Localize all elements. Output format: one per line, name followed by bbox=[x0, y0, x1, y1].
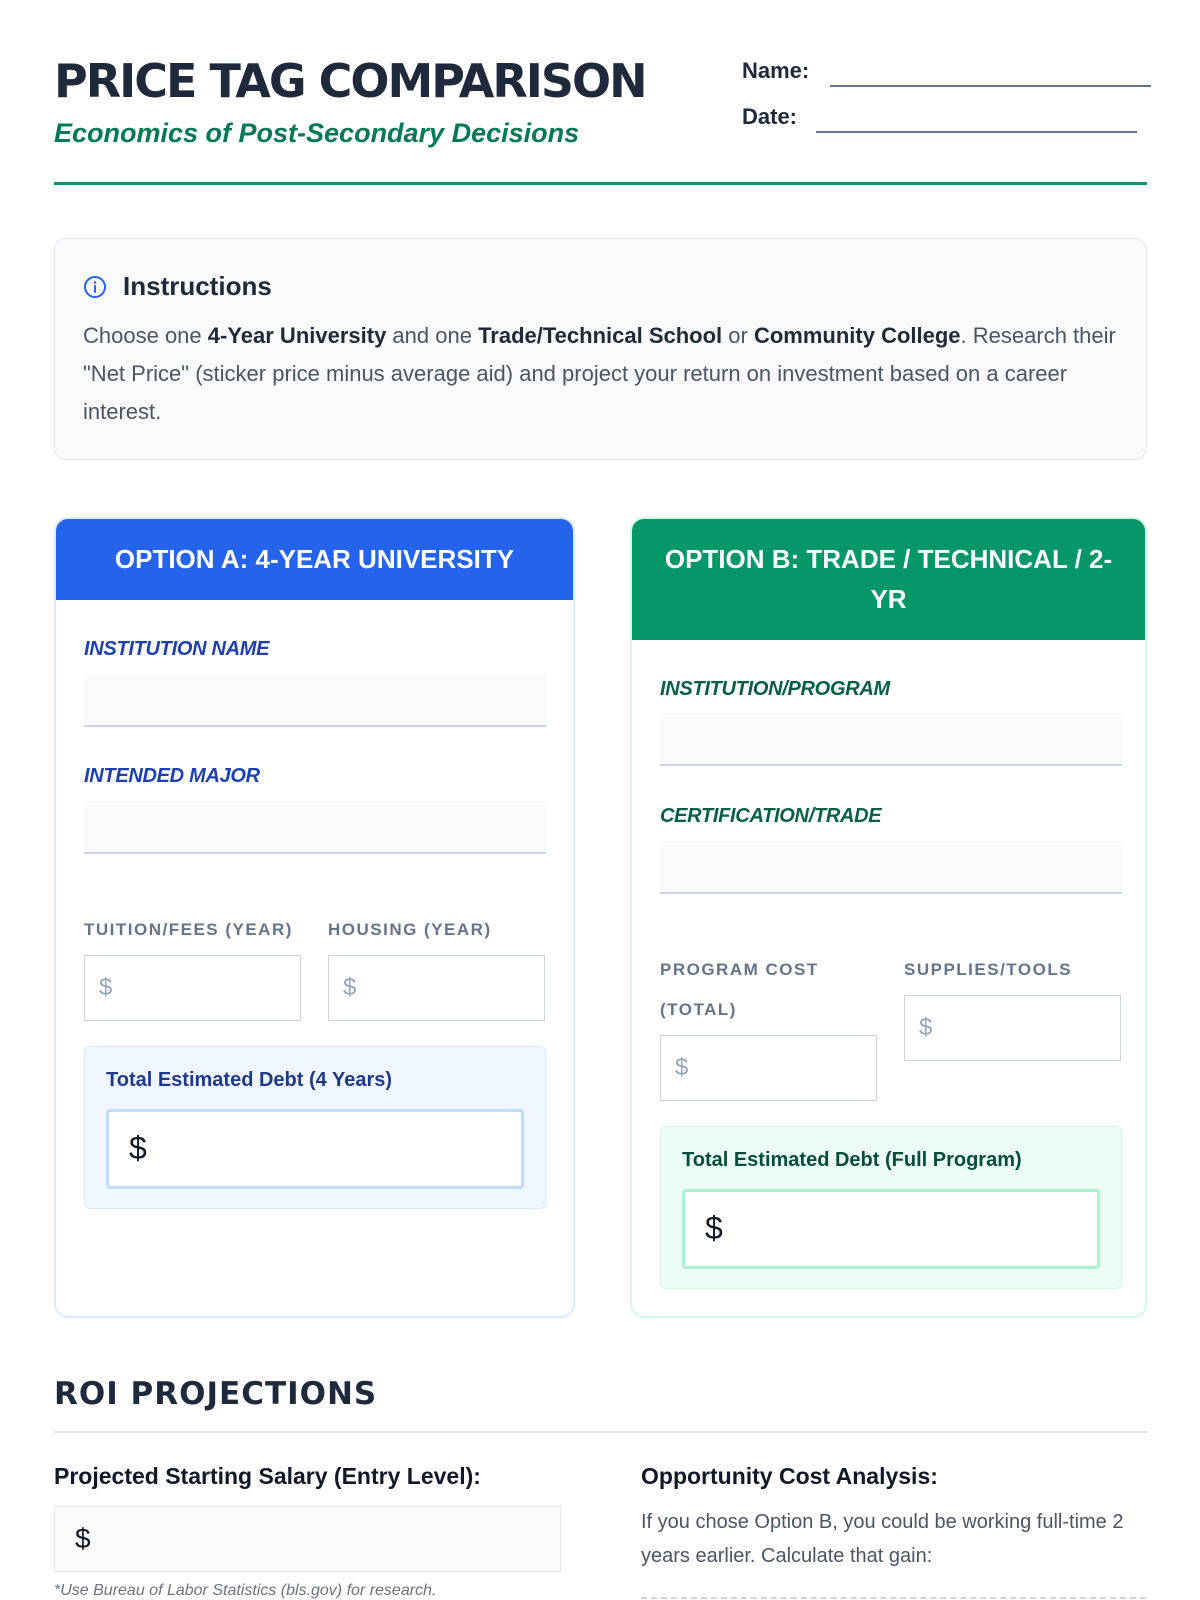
institution-program-label: INSTITUTION/PROGRAM bbox=[660, 678, 890, 700]
option-a-card bbox=[54, 517, 575, 1318]
institution-name-input[interactable] bbox=[84, 674, 546, 727]
instructions-panel bbox=[54, 238, 1147, 460]
housing-input[interactable]: $ bbox=[328, 955, 545, 1021]
info-circle-icon bbox=[83, 275, 107, 299]
page-subtitle: Economics of Post-Secondary Decisions bbox=[54, 118, 580, 148]
option-b-debt-input[interactable]: $ bbox=[682, 1189, 1100, 1269]
intended-major-label: INTENDED MAJOR bbox=[84, 765, 260, 787]
roi-title: ROI PROJECTIONS bbox=[54, 1376, 378, 1412]
date-field[interactable] bbox=[816, 131, 1137, 133]
certification-trade-input[interactable] bbox=[660, 841, 1122, 894]
supplies-tools-input[interactable]: $ bbox=[904, 995, 1121, 1061]
bls-footnote: *Use Bureau of Labor Statistics (bls.gov) for research. bbox=[54, 1582, 437, 1599]
tuition-fees-input[interactable]: $ bbox=[84, 955, 301, 1021]
option-b-header: OPTION B: TRADE / TECHNICAL / 2-YR bbox=[632, 519, 1145, 640]
housing-label: HOUSING (YEAR) bbox=[328, 920, 492, 939]
instructions-title: Instructions bbox=[123, 271, 272, 301]
salary-label: Projected Starting Salary (Entry Level): bbox=[54, 1463, 481, 1489]
supplies-tools-label: SUPPLIES/TOOLS bbox=[904, 960, 1073, 979]
option-b-debt-panel bbox=[660, 1126, 1122, 1289]
institution-name-label: INSTITUTION NAME bbox=[84, 638, 270, 660]
page-header bbox=[54, 50, 1147, 185]
opportunity-cost-label: Opportunity Cost Analysis: bbox=[641, 1463, 938, 1489]
tuition-fees-label: TUITION/FEES (YEAR) bbox=[84, 920, 293, 939]
option-a-debt-input[interactable]: $ bbox=[106, 1109, 524, 1189]
starting-salary-input[interactable]: $ bbox=[54, 1506, 561, 1572]
opportunity-cost-text: If you chose Option B, you could be working full-time 2 years earlier. Calculate that gain: bbox=[641, 1511, 1124, 1567]
option-a-header: OPTION A: 4-YEAR UNIVERSITY bbox=[56, 519, 573, 600]
name-label: Name: bbox=[742, 58, 810, 83]
option-a-debt-label: Total Estimated Debt (4 Years) bbox=[106, 1069, 393, 1091]
program-cost-label: PROGRAM COST (TOTAL) bbox=[660, 960, 819, 1019]
certification-trade-label: CERTIFICATION/TRADE bbox=[660, 805, 882, 827]
intended-major-input[interactable] bbox=[84, 801, 546, 854]
program-cost-input[interactable]: $ bbox=[660, 1035, 877, 1101]
date-label: Date: bbox=[742, 104, 798, 129]
option-b-card bbox=[630, 517, 1147, 1318]
option-b-debt-label: Total Estimated Debt (Full Program) bbox=[682, 1149, 1022, 1171]
divider bbox=[54, 1431, 1147, 1433]
opportunity-cost-answer-line[interactable] bbox=[641, 1597, 1146, 1599]
institution-program-input[interactable] bbox=[660, 713, 1122, 766]
name-field[interactable] bbox=[830, 85, 1151, 87]
instructions-text: Choose one 4-Year University and one Trade/Technical School or Community College. Research their "Net Price" (sticker price minus average aid) and project your return on investment based on a career interest. bbox=[83, 323, 1116, 424]
option-a-debt-panel bbox=[84, 1046, 546, 1209]
page-title: PRICE TAG COMPARISON bbox=[54, 54, 646, 108]
